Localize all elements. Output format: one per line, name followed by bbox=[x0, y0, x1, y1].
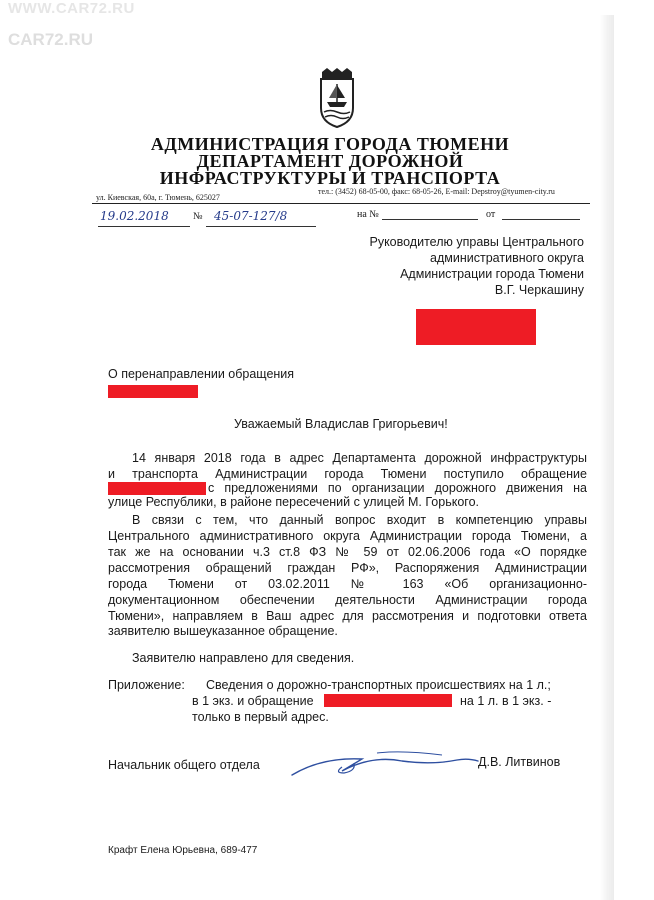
recipient-line-3: Администрации города Тюмени bbox=[400, 267, 584, 281]
header-rule bbox=[92, 203, 590, 204]
ref-from-line bbox=[502, 206, 580, 220]
ref-number-label: на № bbox=[357, 209, 379, 220]
redaction-stamp bbox=[416, 309, 536, 345]
attachment-line-1: Сведения о дорожно-транспортных происшествиях на 1 л.; bbox=[206, 678, 551, 692]
body-p2-line-8: заявителю вышеуказанное обращение. bbox=[108, 624, 338, 638]
recipient-line-4: В.Г. Черкашину bbox=[494, 283, 584, 297]
header-line-1: АДМИНИСТРАЦИЯ ГОРОДА ТЮМЕНИ bbox=[150, 134, 510, 154]
body-p2-line-7: Тюмени», направляем в Ваш адрес для рассмотрения и подготовки ответа bbox=[108, 609, 587, 623]
recipient-line-1: Руководителю управы Центрального bbox=[369, 235, 584, 249]
redaction-subject bbox=[108, 385, 198, 398]
attachment-label: Приложение: bbox=[108, 678, 185, 692]
body-p2-line-2: Центрального административного округа Администрации города Тюмени, а bbox=[108, 529, 587, 543]
header-contacts: тел.: (3452) 68-05-00, факс: 68-05-26, E-mail: Depstroy@tyumen-city.ru bbox=[318, 187, 555, 196]
subject: О перенаправлении обращения bbox=[108, 367, 295, 381]
body-p1-line-4: улице Республики, в районе пересечений с улицей М. Горького. bbox=[108, 495, 479, 509]
handwritten-signature-icon bbox=[282, 743, 482, 783]
signature-position: Начальник общего отдела bbox=[108, 758, 260, 772]
attachment-line-2a: в 1 экз. и обращение bbox=[192, 694, 314, 708]
watermark-logo: CAR72.RU bbox=[8, 30, 94, 49]
header-line-2: ДЕПАРТАМЕНТ ДОРОЖНОЙ bbox=[196, 151, 464, 171]
attachment-line-2b: на 1 л. в 1 экз. - bbox=[460, 694, 552, 708]
reg-number-label: № bbox=[193, 211, 203, 222]
body-p3: Заявителю направлено для сведения. bbox=[132, 651, 355, 665]
body-p2-line-6: документационном обеспечении деятельности Администрации города bbox=[108, 593, 587, 607]
recipient-line-2: административного округа bbox=[430, 251, 584, 265]
ref-number-line bbox=[382, 206, 478, 220]
body-p2-line-3: так же на основании ч.3 ст.8 ФЗ № 59 от 02.06.2006 года «О порядке bbox=[108, 545, 587, 559]
signature-name: Д.В. Литвинов bbox=[478, 755, 561, 769]
body-p1-line-1: 14 января 2018 года в адрес Департамента дорожной инфраструктуры bbox=[132, 451, 587, 465]
body-p1-line-3: с предложениями по организации дорожного движения на bbox=[208, 481, 587, 495]
header-line-3: ИНФРАСТРУКТУРЫ И ТРАНСПОРТА bbox=[159, 168, 501, 188]
body-p2-line-1: В связи с тем, что данный вопрос входит в компетенцию управы bbox=[132, 513, 587, 527]
body-p1-line-2: и транспорта Администрации города Тюмени поступило обращение bbox=[108, 467, 587, 481]
executor-contact: Крафт Елена Юрьевна, 689-477 bbox=[108, 845, 258, 856]
salutation: Уважаемый Владислав Григорьевич! bbox=[234, 417, 448, 431]
ref-from-label: от bbox=[486, 209, 496, 220]
body-p2-line-5: города Тюмени от 03.02.2011 № 163 «Об организационно- bbox=[108, 577, 587, 591]
header-address: ул. Киевская, 60а, г. Тюмень, 625027 bbox=[96, 193, 220, 202]
coat-of-arms-icon bbox=[318, 68, 356, 128]
reg-number: 45-07-127/8 bbox=[214, 209, 288, 223]
reg-date: 19.02.2018 bbox=[100, 209, 169, 223]
scan-page-edge bbox=[600, 15, 614, 900]
body-p2-line-4: рассмотрения обращений граждан РФ», Распоряжения Администрации bbox=[108, 561, 587, 575]
redaction-attachment bbox=[324, 694, 452, 707]
attachment-line-3: только в первый адрес. bbox=[192, 710, 329, 724]
watermark-top: WWW.CAR72.RU bbox=[8, 0, 135, 17]
